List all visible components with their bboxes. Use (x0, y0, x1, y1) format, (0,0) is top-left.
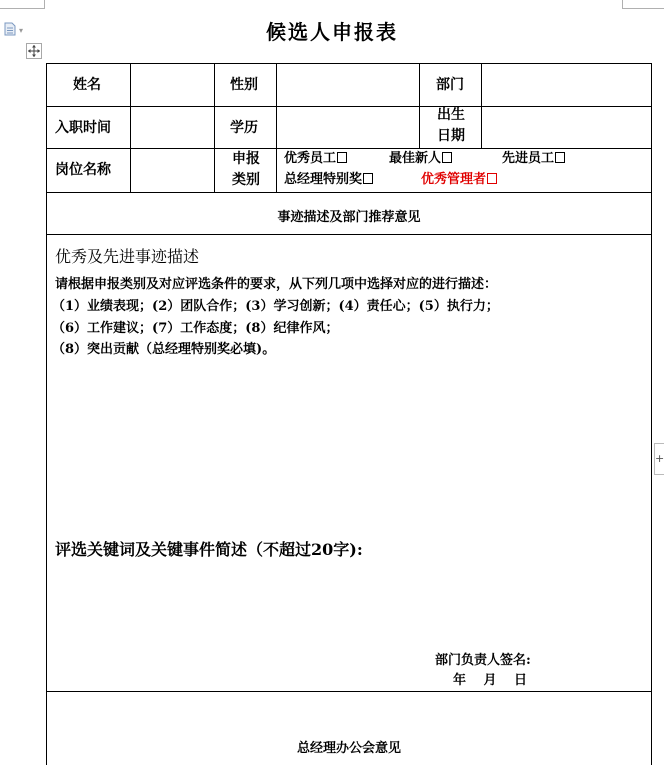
col-divider (276, 64, 277, 192)
application-table (46, 63, 652, 765)
crop-mark (0, 8, 44, 9)
category-label-line: 类别 (232, 172, 260, 188)
checkbox[interactable] (555, 152, 565, 163)
row-divider (47, 106, 651, 107)
col-divider (419, 64, 420, 148)
checkbox[interactable] (442, 152, 452, 163)
option-advanced-employee[interactable] (502, 152, 565, 165)
col-divider (214, 64, 215, 192)
option-label: 先进员工 (502, 151, 555, 166)
option-best-newcomer[interactable] (389, 152, 452, 165)
criteria-line: （8）突出贡献（总经理特别奖必填)。 (52, 342, 276, 357)
category-label-line: 申报 (232, 151, 260, 167)
signature-label: 部门负责人签名: (435, 653, 531, 668)
signature-date: 年 月 日 (453, 673, 528, 688)
checkbox[interactable] (487, 173, 497, 184)
criteria-line: （1）业绩表现；(2）团队合作；(3）学习创新；(4）责任心；(5）执行力； (52, 299, 499, 314)
option-label: 优秀员工 (284, 151, 337, 166)
section-header-achievements: 事迹描述及部门推荐意见 (277, 210, 421, 225)
name-label: 姓名 (73, 77, 101, 93)
table-move-handle-icon[interactable] (26, 43, 42, 59)
crop-mark (623, 8, 664, 9)
birth-label-line: 出生 (437, 107, 465, 123)
col-divider (481, 64, 482, 148)
page-title: 候选人申报表 (266, 20, 398, 44)
option-excellent-employee[interactable] (284, 152, 347, 165)
row-divider (47, 691, 651, 692)
option-label: 优秀管理者 (421, 172, 487, 187)
checkbox[interactable] (363, 173, 373, 184)
department-label: 部门 (436, 77, 464, 93)
crop-mark (44, 0, 45, 9)
chevron-down-icon[interactable]: ▾ (19, 26, 24, 35)
crop-mark (622, 0, 623, 9)
description-heading: 优秀及先进事迹描述 (55, 247, 200, 266)
option-excellent-manager[interactable] (421, 173, 497, 186)
option-label: 最佳新人 (389, 151, 442, 166)
gender-label: 性别 (230, 77, 258, 93)
row-divider (47, 234, 651, 235)
add-icon[interactable]: + (654, 443, 664, 475)
birth-date-label (423, 105, 479, 147)
criteria-line: （6）工作建议；(7）工作态度；(8）纪律作风； (52, 321, 339, 336)
hire-date-label: 入职时间 (55, 120, 111, 136)
position-label: 岗位名称 (55, 162, 111, 178)
birth-label-line: 日期 (437, 128, 465, 144)
row-divider (47, 148, 651, 149)
description-instruction: 请根据申报类别及对应评选条件的要求，从下列几项中选择对应的进行描述： (55, 277, 498, 292)
option-label: 总经理特别奖 (284, 172, 363, 187)
category-label (217, 149, 275, 191)
col-divider (130, 64, 131, 192)
checkbox[interactable] (337, 152, 347, 163)
option-gm-special-award[interactable] (284, 173, 373, 186)
row-divider (47, 192, 651, 193)
section-header-gm-office: 总经理办公会意见 (296, 741, 401, 756)
keywords-prompt: 评选关键词及关键事件简述（不超过20字): (55, 540, 363, 559)
education-label: 学历 (230, 120, 258, 136)
